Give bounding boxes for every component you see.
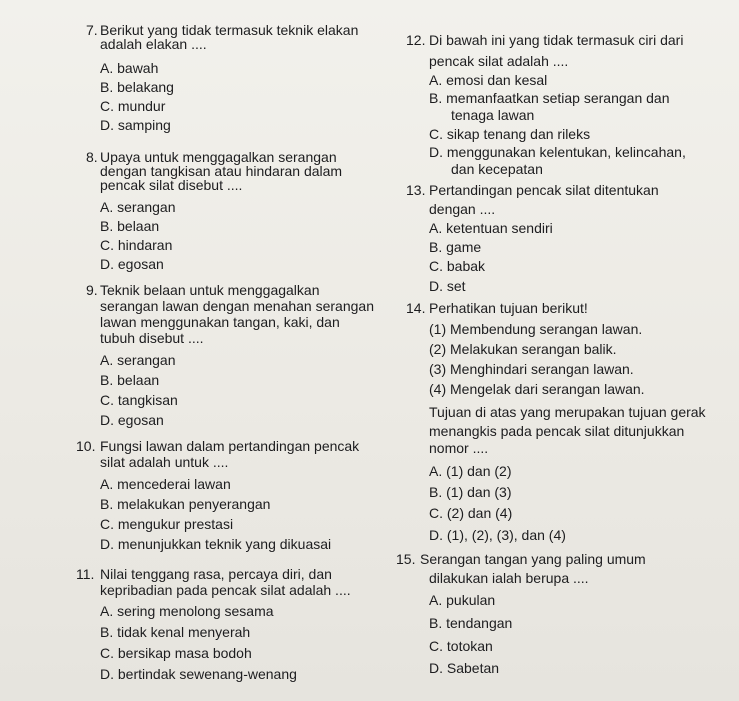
question-text: dengan tangkisan atau hindaran dalam <box>100 163 343 179</box>
question-text: tubuh disebut .... <box>100 330 204 346</box>
option-c[interactable]: C. hindaran <box>100 237 173 253</box>
question-text: Fungsi lawan dalam pertandingan pencak <box>100 438 360 454</box>
option-b[interactable]: B. belaan <box>100 218 160 234</box>
option-a[interactable]: A. serangan <box>100 352 176 368</box>
option-d[interactable]: D. egosan <box>100 256 164 272</box>
option-c[interactable]: C. sikap tenang dan rileks <box>429 126 591 142</box>
list-item: (1) Membendung serangan lawan. <box>429 321 643 337</box>
question-number: 14. <box>406 300 426 316</box>
option-b[interactable]: B. memanfaatkan setiap serangan dan <box>429 90 670 106</box>
question-number: 10. <box>76 438 96 454</box>
option-b[interactable]: B. (1) dan (3) <box>429 484 512 500</box>
question-text: Tujuan di atas yang merupakan tujuan gerak <box>429 404 706 420</box>
option-a[interactable]: A. emosi dan kesal <box>429 72 548 88</box>
question-text: Di bawah ini yang tidak termasuk ciri dari <box>429 32 684 48</box>
option-d[interactable]: D. menggunakan kelentukan, kelincahan, <box>429 144 686 160</box>
option-a[interactable]: A. (1) dan (2) <box>429 463 512 479</box>
option-a[interactable]: A. sering menolong sesama <box>100 603 274 619</box>
question-text: Perhatikan tujuan berikut! <box>429 300 588 316</box>
question-text: pencak silat adalah .... <box>429 53 569 69</box>
question-number: 8. <box>86 149 98 165</box>
question-text: dengan .... <box>429 201 496 217</box>
question-text: silat adalah untuk .... <box>100 454 229 470</box>
option-a[interactable]: A. pukulan <box>429 592 496 608</box>
option-c[interactable]: C. mengukur prestasi <box>100 516 234 532</box>
option-b-continued: tenaga lawan <box>451 107 535 123</box>
question-text: pencak silat disebut .... <box>100 177 243 193</box>
list-item: (4) Mengelak dari serangan lawan. <box>429 381 645 397</box>
question-text: dilakukan ialah berupa .... <box>429 570 589 586</box>
option-a[interactable]: A. bawah <box>100 60 159 76</box>
question-text: Pertandingan pencak silat ditentukan <box>429 182 659 198</box>
question-number: 15. <box>396 551 416 567</box>
question-number: 7. <box>86 22 98 38</box>
question-text: Serangan tangan yang paling umum <box>420 551 646 567</box>
question-number: 13. <box>406 182 426 198</box>
option-b[interactable]: B. belakang <box>100 79 174 95</box>
option-a[interactable]: A. ketentuan sendiri <box>429 220 553 236</box>
list-item: (3) Menghindari serangan lawan. <box>429 361 634 377</box>
option-a[interactable]: A. mencederai lawan <box>100 476 231 492</box>
option-b[interactable]: B. game <box>429 239 482 255</box>
question-text: kepribadian pada pencak silat adalah .... <box>100 582 351 598</box>
option-d[interactable]: D. set <box>429 278 466 294</box>
option-c[interactable]: C. (2) dan (4) <box>429 505 513 521</box>
question-text: menangkis pada pencak silat ditunjukkan <box>429 423 685 439</box>
option-b[interactable]: B. belaan <box>100 372 160 388</box>
question-text: lawan menggunakan tangan, kaki, dan <box>100 314 340 330</box>
option-d[interactable]: D. (1), (2), (3), dan (4) <box>429 527 566 543</box>
question-text: Teknik belaan untuk menggagalkan <box>100 282 320 298</box>
option-c[interactable]: C. mundur <box>100 98 166 114</box>
option-c[interactable]: C. bersikap masa bodoh <box>100 645 252 661</box>
option-c[interactable]: C. tangkisan <box>100 392 178 408</box>
question-number: 12. <box>406 32 426 48</box>
option-b[interactable]: B. tidak kenal menyerah <box>100 624 251 640</box>
option-d[interactable]: D. bertindak sewenang-wenang <box>100 666 297 682</box>
option-d-continued: dan kecepatan <box>451 161 543 177</box>
question-text: serangan lawan dengan menahan serangan <box>100 298 374 314</box>
list-item: (2) Melakukan serangan balik. <box>429 341 617 357</box>
question-number: 9. <box>86 282 98 298</box>
option-d[interactable]: D. egosan <box>100 412 164 428</box>
option-d[interactable]: D. Sabetan <box>429 660 500 676</box>
option-d[interactable]: D. menunjukkan teknik yang dikuasai <box>100 536 332 552</box>
question-text: adalah elakan .... <box>100 36 207 52</box>
option-a[interactable]: A. serangan <box>100 199 176 215</box>
question-text: Nilai tenggang rasa, percaya diri, dan <box>100 566 332 582</box>
question-text: nomor .... <box>429 440 489 456</box>
option-c[interactable]: C. totokan <box>429 638 493 654</box>
question-text: Berikut yang tidak termasuk teknik elakan <box>100 22 359 38</box>
option-b[interactable]: B. tendangan <box>429 615 513 631</box>
question-number: 11. <box>76 566 95 582</box>
option-d[interactable]: D. samping <box>100 117 171 133</box>
question-text: Upaya untuk menggagalkan serangan <box>100 149 337 165</box>
option-b[interactable]: B. melakukan penyerangan <box>100 496 271 512</box>
option-c[interactable]: C. babak <box>429 258 486 274</box>
